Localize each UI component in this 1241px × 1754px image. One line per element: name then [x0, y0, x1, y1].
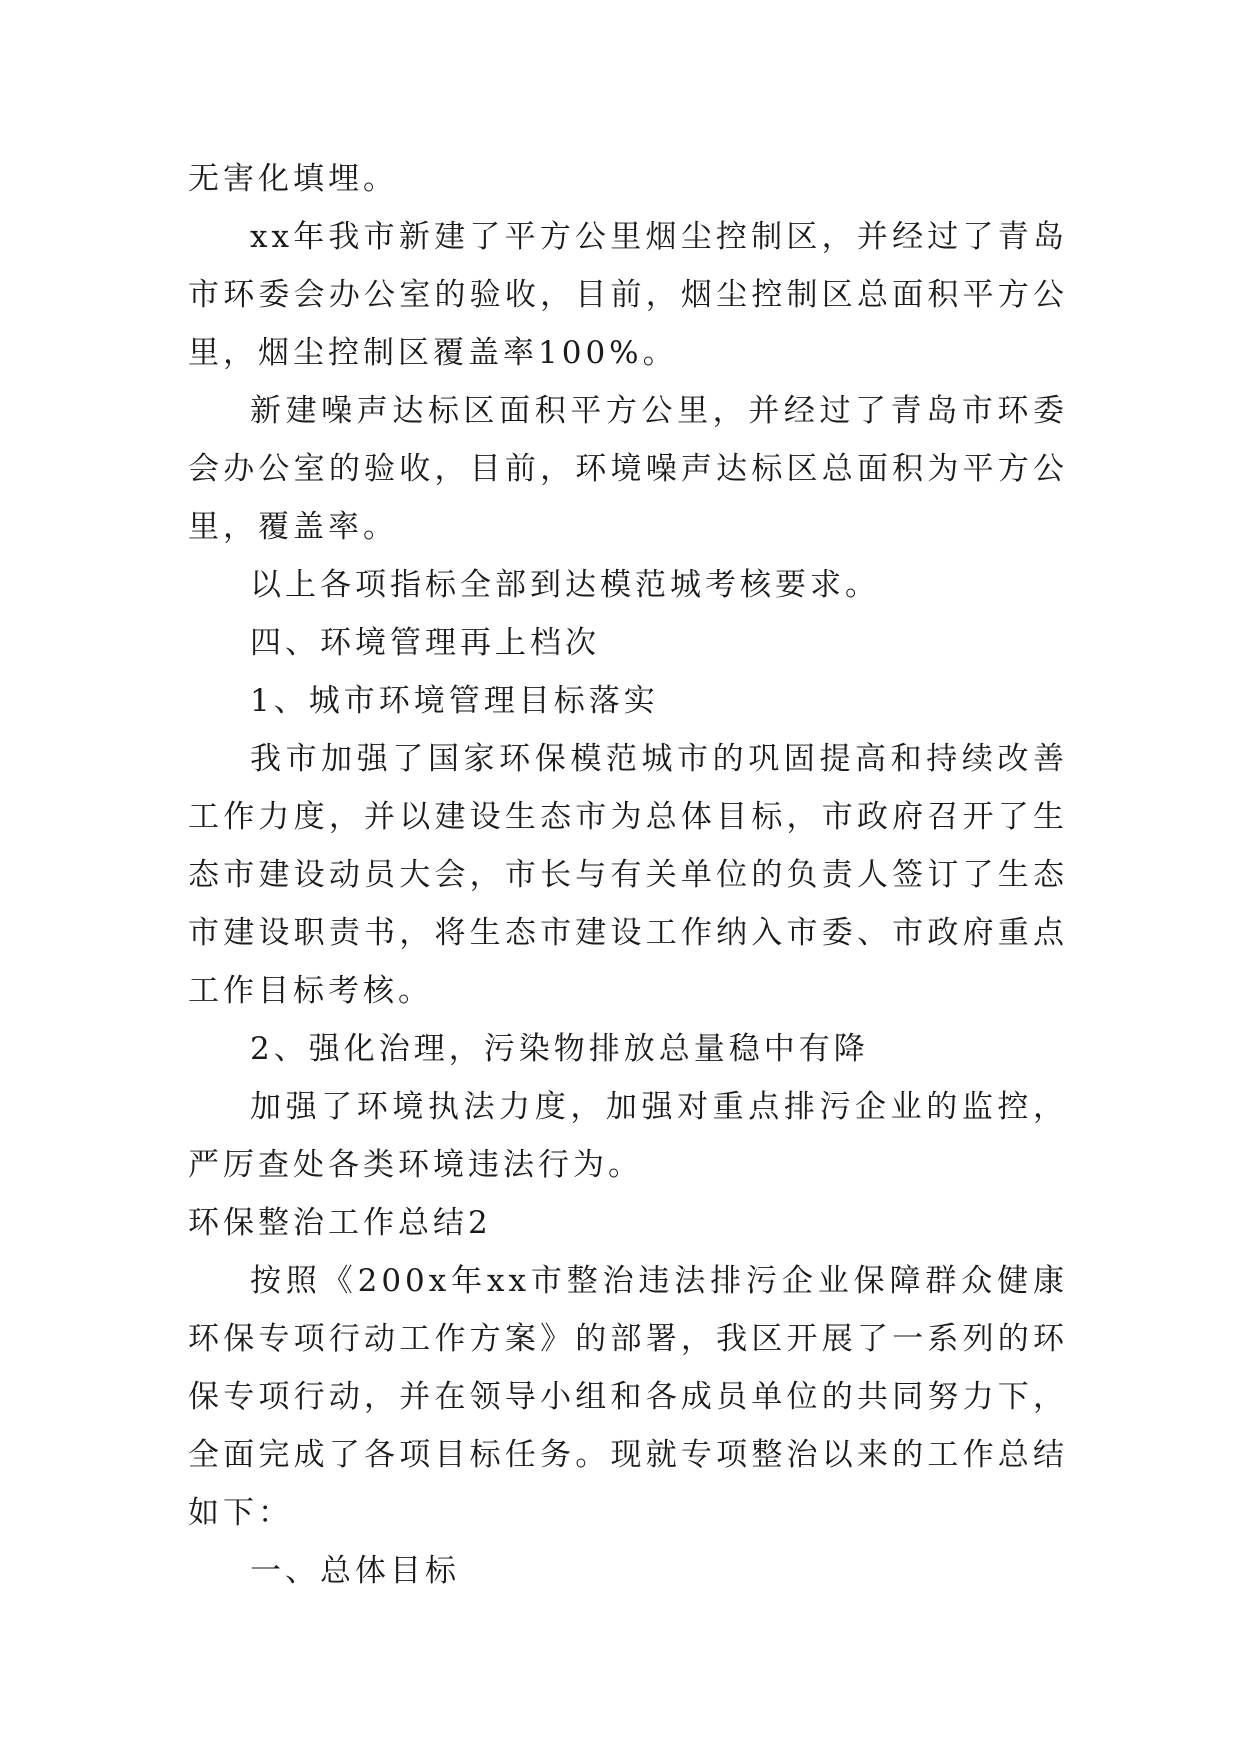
document-body: [188, 150, 1068, 1600]
subsection-heading: 1、城市环境管理目标落实: [250, 683, 659, 719]
paragraph: 按照《200x年xx市整治违法排污企业保障群众健康环保专项行动工作方案》的部署，我区开展了一系列的环保专项行动，并在领导小组和各成员单位的共同努力下，全面完成了各项目标任务。现就专项整治以来的工作总结如下：: [188, 1263, 1068, 1531]
paragraph: 我市加强了国家环保模范城市的巩固提高和持续改善工作力度，并以建设生态市为总体目标，市政府召开了生态市建设动员大会，市长与有关单位的负责人签订了生态市建设职责书，将生态市建设工作纳入市委、市政府重点工作目标考核。: [188, 741, 1068, 1009]
document-title: 环保整治工作总结2: [188, 1205, 492, 1241]
subsection-heading: 2、强化治理，污染物排放总量稳中有降: [250, 1031, 869, 1067]
section-heading: 一、总体目标: [250, 1553, 460, 1589]
paragraph: xx年我市新建了平方公里烟尘控制区，并经过了青岛市环委会办公室的验收，目前，烟尘控制区总面积平方公里，烟尘控制区覆盖率100%。: [188, 219, 1068, 371]
paragraph: 加强了环境执法力度，加强对重点排污企业的监控，严厉查处各类环境违法行为。: [188, 1089, 1068, 1183]
section-heading: 四、环境管理再上档次: [250, 625, 600, 661]
paragraph: 新建噪声达标区面积平方公里，并经过了青岛市环委会办公室的验收，目前，环境噪声达标区总面积为平方公里，覆盖率。: [188, 393, 1068, 545]
paragraph: 无害化填埋。: [188, 161, 398, 197]
paragraph: 以上各项指标全部到达模范城考核要求。: [250, 567, 880, 603]
